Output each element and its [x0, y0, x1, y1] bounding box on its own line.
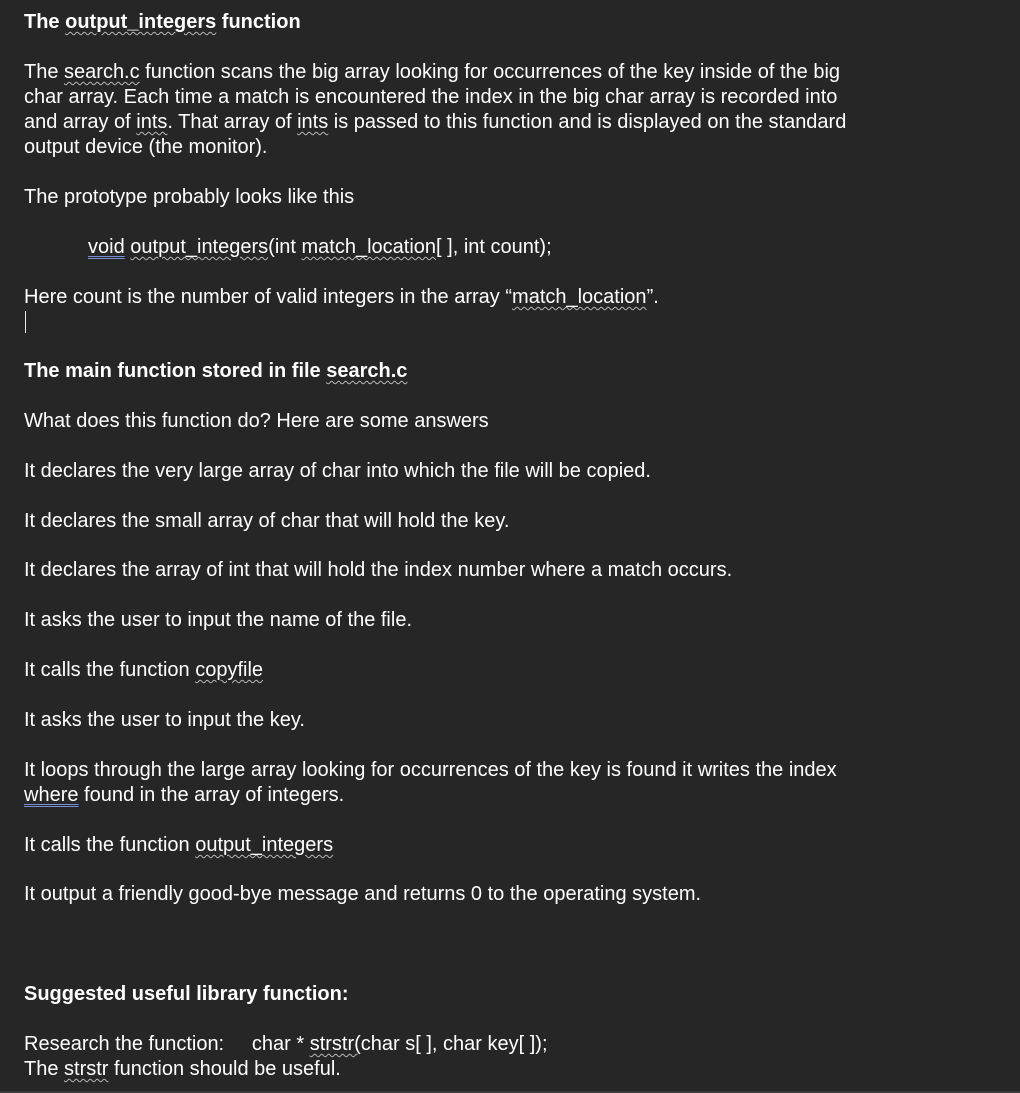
answer-item: It declares the very large array of char into which the file will be copied.	[24, 460, 651, 482]
text: (int	[268, 236, 302, 258]
spellcheck-word: strstr	[64, 1058, 109, 1080]
paragraph-line	[24, 60, 840, 85]
text: The	[24, 1058, 65, 1080]
heading-text: function	[216, 11, 301, 33]
answer-item: It asks the user to input the name of the file.	[24, 609, 412, 631]
keyword-void: void	[88, 236, 125, 258]
answer-item	[24, 658, 263, 683]
spellcheck-word: copyfile	[195, 659, 264, 681]
spellcheck-word: output_integers	[130, 236, 269, 258]
text: function scans the big array looking for occurrences of the key inside of the big	[139, 61, 841, 83]
useful-line	[24, 1057, 341, 1082]
text: is passed to this function and is displayed on the standard	[328, 111, 847, 133]
grammar-word: where	[24, 784, 79, 806]
heading-text: The	[24, 11, 66, 33]
answer-item: It loops through the large array looking for occurrences of the key is found it writes the index	[24, 759, 837, 781]
spellcheck-word: match_location	[301, 236, 437, 258]
text: function should be useful.	[108, 1058, 341, 1080]
spellcheck-word: ints	[297, 111, 329, 133]
answer-item: It declares the array of int that will hold the index number where a match occurs.	[24, 559, 733, 581]
spellcheck-word: strstr(	[309, 1033, 361, 1055]
question-line: What does this function do? Here are some answers	[24, 410, 489, 432]
text: The	[24, 61, 65, 83]
spellcheck-word: match_location	[512, 286, 647, 308]
text: It calls the function	[24, 659, 196, 681]
text: [ ], int count);	[436, 236, 552, 258]
spellcheck-word: output_integers	[195, 834, 334, 856]
paragraph-line: char array. Each time a match is encountered the index in the big char array is recorded into	[24, 86, 838, 108]
text: ”.	[646, 286, 659, 308]
output-integers-heading	[24, 10, 301, 35]
text: It calls the function	[24, 834, 196, 856]
prototype-code	[88, 235, 552, 260]
spellcheck-word: search.c	[64, 61, 140, 83]
text: Here count is the number of valid integers in the array “	[24, 286, 513, 308]
heading-text: The main function stored in file	[24, 360, 327, 382]
text: and array of	[24, 111, 137, 133]
answer-item: It output a friendly good-bye message and returns 0 to the operating system.	[24, 883, 702, 905]
answer-item: It asks the user to input the key.	[24, 709, 305, 731]
paragraph-line: output device (the monitor).	[24, 136, 268, 158]
prototype-intro: The prototype probably looks like this	[24, 186, 355, 208]
text: found in the array of integers.	[78, 784, 345, 806]
main-function-heading	[24, 359, 407, 384]
paragraph-line	[24, 110, 846, 135]
answer-item	[24, 783, 344, 808]
text: char s[ ], char key[ ]);	[360, 1033, 548, 1055]
count-note	[24, 285, 659, 310]
answer-item: It declares the small array of char that will hold the key.	[24, 510, 510, 532]
text: . That array of	[167, 111, 298, 133]
spellcheck-word: ints	[136, 111, 168, 133]
answer-item	[24, 833, 333, 858]
library-heading: Suggested useful library function:	[24, 983, 349, 1005]
text: Research the function: char *	[24, 1033, 310, 1055]
heading-file-name: search.c	[326, 360, 408, 382]
text-cursor	[25, 311, 26, 333]
research-line	[24, 1032, 548, 1057]
heading-function-name: output_integers	[65, 11, 217, 33]
